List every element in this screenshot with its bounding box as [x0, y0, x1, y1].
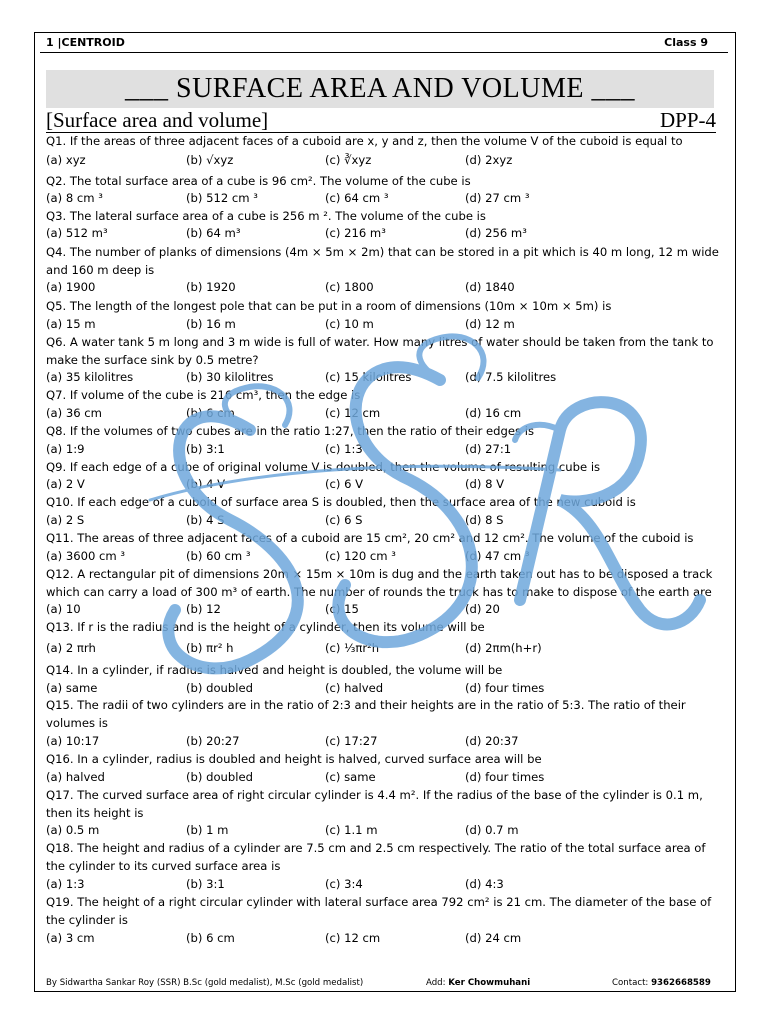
- question-7: Q7. If volume of the cube is 216 cm³, then the edge is: [46, 388, 361, 402]
- option-c: (c) 12 cm: [325, 931, 381, 945]
- question-2: Q2. The total surface area of a cube is 96 cm². The volume of the cube is: [46, 174, 471, 188]
- option-a: (a) 512 m³: [46, 226, 108, 240]
- header-divider: [40, 52, 728, 53]
- option-b: (b) 30 kilolitres: [186, 370, 274, 384]
- option-a: (a) 10: [46, 602, 81, 616]
- option-a: (a) xyz: [46, 153, 86, 167]
- options-15: [46, 733, 724, 750]
- options-7: [46, 405, 724, 422]
- options-8: [46, 441, 724, 458]
- option-b: (b) 512 cm ³: [186, 191, 258, 205]
- question-14: Q14. In a cylinder, if radius is halved and height is doubled, the volume will be: [46, 663, 503, 677]
- options-12: [46, 601, 724, 618]
- option-d: (d) 8 V: [465, 477, 505, 491]
- option-d: (d) 2xyz: [465, 153, 513, 167]
- option-c: (c) 12 cm: [325, 406, 381, 420]
- options-14: [46, 680, 724, 697]
- option-d: (d) 256 m³: [465, 226, 527, 240]
- option-d: (d) 1840: [465, 280, 515, 294]
- contact-value: 9362668589: [651, 978, 711, 988]
- option-a: (a) 36 cm: [46, 406, 102, 420]
- option-c: (c) 17:27: [325, 734, 378, 748]
- dpp-label: DPP-4: [659, 108, 716, 132]
- option-b: (b) 1920: [186, 280, 236, 294]
- footer-author: By Sidwartha Sankar Roy (SSR) B.Sc (gold medalist), M.Sc (gold medalist): [46, 978, 364, 988]
- option-a: (a) 3600 cm ³: [46, 549, 126, 563]
- options-18: [46, 876, 724, 893]
- option-d: (d) 2πm(h+r): [465, 641, 542, 655]
- option-d: (d) 20:37: [465, 734, 519, 748]
- option-d: (d) 12 m: [465, 317, 515, 331]
- question-11: Q11. The areas of three adjacent faces of a cuboid are 15 cm², 20 cm² and 12 cm². The volume of the cuboid is: [46, 531, 694, 545]
- option-c: (c) 3:4: [325, 877, 363, 891]
- address-label: Add:: [426, 978, 446, 988]
- option-c: (c) 1800: [325, 280, 374, 294]
- option-d: (d) 7.5 kilolitres: [465, 370, 557, 384]
- option-a: (a) 3 cm: [46, 931, 95, 945]
- option-c: (c) 6 V: [325, 477, 364, 491]
- options-11: [46, 548, 724, 565]
- options-16: [46, 769, 724, 786]
- question-9: Q9. If each edge of a cube of original volume V is doubled, then the volume of resulting cube is: [46, 460, 601, 474]
- option-b: (b) 16 m: [186, 317, 236, 331]
- options-19: [46, 930, 724, 947]
- options-1: [46, 152, 724, 169]
- option-b: (b) 3:1: [186, 442, 225, 456]
- option-a: (a) 10:17: [46, 734, 100, 748]
- option-a: (a) 1900: [46, 280, 96, 294]
- option-b: (b) πr² h: [186, 641, 234, 655]
- options-4: [46, 279, 724, 296]
- option-a: (a) 35 kilolitres: [46, 370, 134, 384]
- header-class: Class 9: [664, 36, 708, 49]
- option-c: (c) 10 m: [325, 317, 374, 331]
- question-17: Q17. The curved surface area of right circular cylinder is 4.4 m². If the radius of the base of the cylinder is 0.1 m, then its height is: [46, 788, 703, 820]
- option-b: (b) 12: [186, 602, 221, 616]
- option-d: (d) 16 cm: [465, 406, 522, 420]
- question-6: Q6. A water tank 5 m long and 3 m wide is full of water. How many litres of water should be taken from the tank to make the surface sink by 0.5 metre?: [46, 335, 714, 367]
- question-10: Q10. If each edge of a cuboid of surface area S is doubled, then the surface area of the new cuboid is: [46, 495, 636, 509]
- option-a: (a) 2 S: [46, 513, 85, 527]
- option-d: (d) 27 cm ³: [465, 191, 530, 205]
- option-b: (b) 6 cm: [186, 931, 235, 945]
- option-b: (b) 1 m: [186, 823, 229, 837]
- option-a: (a) halved: [46, 770, 105, 784]
- option-c: (c) ⅓πr²h: [325, 641, 380, 655]
- chapter-subtitle: [Surface area and volume]: [46, 108, 269, 132]
- option-d: (d) 8 S: [465, 513, 504, 527]
- option-b: (b) 4 V: [186, 477, 226, 491]
- option-c: (c) 216 m³: [325, 226, 386, 240]
- contact-label: Contact:: [612, 978, 649, 988]
- option-d: (d) four times: [465, 770, 545, 784]
- question-8: Q8. If the volumes of two cubes are in the ratio 1:27, then the ratio of their edges is: [46, 424, 534, 438]
- address-value: Ker Chowmuhani: [448, 978, 531, 988]
- option-d: (d) 27:1: [465, 442, 512, 456]
- option-b: (b) √xyz: [186, 153, 234, 167]
- page-title: ___ SURFACE AREA AND VOLUME ___: [46, 70, 714, 108]
- option-c: (c) ∛xyz: [325, 153, 372, 167]
- option-c: (c) halved: [325, 681, 384, 695]
- option-b: (b) 20:27: [186, 734, 240, 748]
- options-3: [46, 225, 724, 242]
- option-c: (c) same: [325, 770, 376, 784]
- question-5: Q5. The length of the longest pole that can be put in a room of dimensions (10m × 10m × 5m) is: [46, 299, 612, 313]
- question-3: Q3. The lateral surface area of a cube is 256 m ². The volume of the cube is: [46, 209, 486, 223]
- options-17: [46, 822, 724, 839]
- option-d: (d) four times: [465, 681, 545, 695]
- question-1: Q1. If the areas of three adjacent faces of a cuboid are x, y and z, then the volume V of the cuboid is equal to: [46, 134, 683, 148]
- option-d: (d) 24 cm: [465, 931, 522, 945]
- option-b: (b) 64 m³: [186, 226, 241, 240]
- option-a: (a) 15 m: [46, 317, 96, 331]
- options-6: [46, 369, 724, 386]
- question-15: Q15. The radii of two cylinders are in the ratio of 2:3 and their heights are in the ratio of 5:3. The ratio of their volumes is: [46, 698, 686, 730]
- option-d: (d) 47 cm ³: [465, 549, 530, 563]
- question-18: Q18. The height and radius of a cylinder are 7.5 cm and 2.5 cm respectively. The ratio of the total surface area of the cylinder to its curved surface area is: [46, 841, 706, 873]
- option-c: (c) 1:3: [325, 442, 363, 456]
- option-b: (b) doubled: [186, 681, 253, 695]
- option-c: (c) 120 cm ³: [325, 549, 396, 563]
- option-c: (c) 15 kilolitres: [325, 370, 412, 384]
- option-a: (a) same: [46, 681, 98, 695]
- options-5: [46, 316, 724, 333]
- options-13: [46, 640, 724, 657]
- option-b: (b) doubled: [186, 770, 253, 784]
- option-a: (a) 2 πrh: [46, 641, 96, 655]
- option-d: (d) 4:3: [465, 877, 504, 891]
- option-b: (b) 4 S: [186, 513, 225, 527]
- option-a: (a) 1:3: [46, 877, 85, 891]
- option-c: (c) 1.1 m: [325, 823, 378, 837]
- option-a: (a) 1:9: [46, 442, 85, 456]
- option-c: (c) 15: [325, 602, 359, 616]
- footer-contact: [612, 978, 711, 988]
- header-left: 1 |CENTROID: [46, 36, 125, 49]
- option-b: (b) 60 cm ³: [186, 549, 251, 563]
- option-a: (a) 2 V: [46, 477, 85, 491]
- question-16: Q16. In a cylinder, radius is doubled and height is halved, curved surface area will be: [46, 752, 542, 766]
- options-2: [46, 190, 724, 207]
- option-a: (a) 8 cm ³: [46, 191, 103, 205]
- option-a: (a) 0.5 m: [46, 823, 100, 837]
- options-10: [46, 512, 724, 529]
- question-13: Q13. If r is the radius and is the height of a cylinder, then its volume will be: [46, 620, 485, 634]
- option-c: (c) 64 cm ³: [325, 191, 389, 205]
- options-9: [46, 476, 724, 493]
- question-12: Q12. A rectangular pit of dimensions 20m × 15m × 10m is dug and the earth taken out has to be disposed a track which can carry a load of 300 m³ of earth. The number of rounds the truck has to make to dispose of the earth are: [46, 567, 713, 599]
- option-c: (c) 6 S: [325, 513, 363, 527]
- footer-address: [426, 978, 530, 988]
- question-19: Q19. The height of a right circular cylinder with lateral surface area 792 cm² is 21 cm. The diameter of the base of the cylinder is: [46, 895, 712, 927]
- question-4: Q4. The number of planks of dimensions (4m × 5m × 2m) that can be stored in a pit which is 40 m long, 12 m wide and 160 m deep is: [46, 245, 719, 277]
- option-d: (d) 0.7 m: [465, 823, 519, 837]
- option-b: (b) 3:1: [186, 877, 225, 891]
- option-d: (d) 20: [465, 602, 500, 616]
- option-b: (b) 6 cm: [186, 406, 235, 420]
